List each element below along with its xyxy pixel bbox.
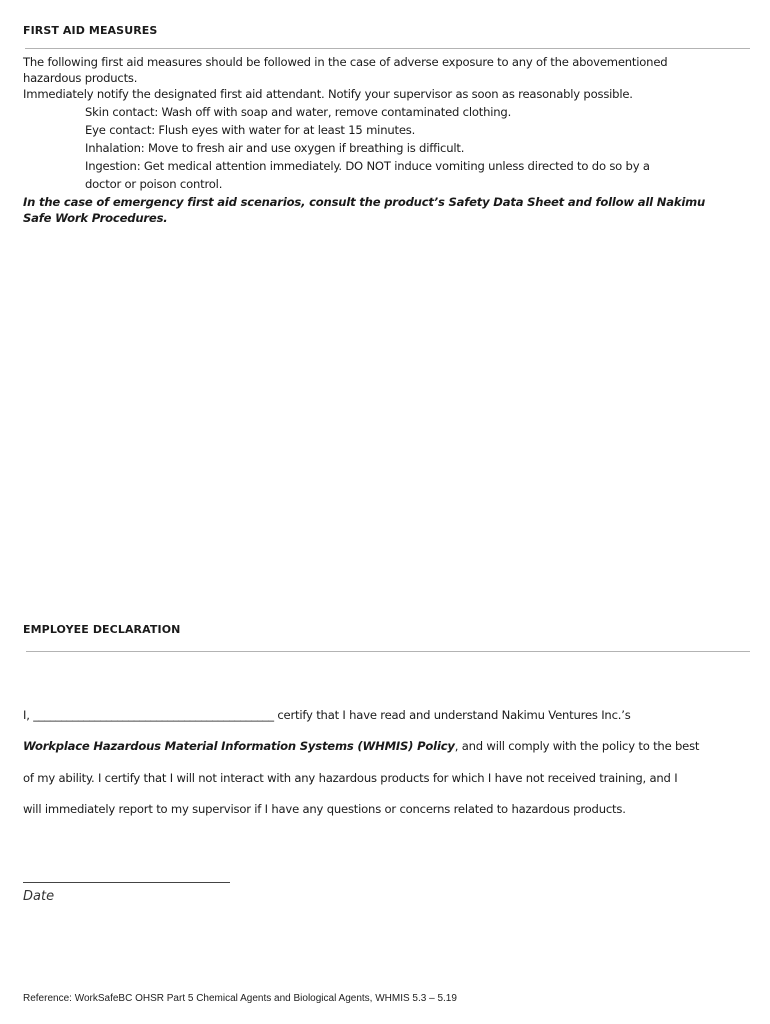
declaration-line2 — [23, 739, 699, 753]
reference-footer: Reference: WorkSafeBC OHSR Part 5 Chemical Agents and Biological Agents, WHMIS 5.3 – 5.19 — [23, 993, 457, 1004]
first-aid-intro-line1: The following first aid measures should be followed in the case of adverse exposure to any of the abovementioned — [23, 55, 668, 69]
notify-instruction: Immediately notify the designated first aid attendant. Notify your supervisor as soon as reasonably possible. — [23, 87, 633, 101]
declaration-line3: of my ability. I certify that I will not interact with any hazardous products for which I have not received training, and I — [23, 771, 678, 785]
ingestion-item-line2: doctor or poison control. — [85, 177, 223, 191]
first-aid-heading: FIRST AID MEASURES — [23, 24, 158, 37]
first-aid-intro-line2: hazardous products. — [23, 71, 138, 85]
declaration-line1: I, ___________________________________________ certify that I have read and understand Nakimu Ventures Inc.’s — [23, 708, 631, 722]
ingestion-item-line1: Ingestion: Get medical attention immediately. DO NOT induce vomiting unless directed to do so by a — [85, 159, 650, 173]
date-label: Date — [23, 889, 55, 904]
date-signature-line[interactable] — [23, 882, 230, 883]
inhalation-item: Inhalation: Move to fresh air and use oxygen if breathing is difficult. — [85, 141, 465, 155]
declaration-line4: will immediately report to my supervisor if I have any questions or concerns related to hazardous products. — [23, 802, 626, 816]
declaration-line2-rest: , and will comply with the policy to the best — [454, 739, 700, 753]
skin-contact-item: Skin contact: Wash off with soap and water, remove contaminated clothing. — [85, 105, 512, 119]
emergency-note-line2: Safe Work Procedures. — [23, 211, 168, 225]
emergency-note-line1: In the case of emergency first aid scenarios, consult the product’s Safety Data Sheet and follow all Nakimu — [23, 195, 706, 209]
policy-name: Workplace Hazardous Material Information Systems (WHMIS) Policy — [23, 739, 455, 753]
employee-declaration-heading: EMPLOYEE DECLARATION — [23, 623, 181, 636]
section-divider — [25, 48, 750, 49]
eye-contact-item: Eye contact: Flush eyes with water for at least 15 minutes. — [85, 123, 416, 137]
section-divider — [26, 651, 750, 652]
